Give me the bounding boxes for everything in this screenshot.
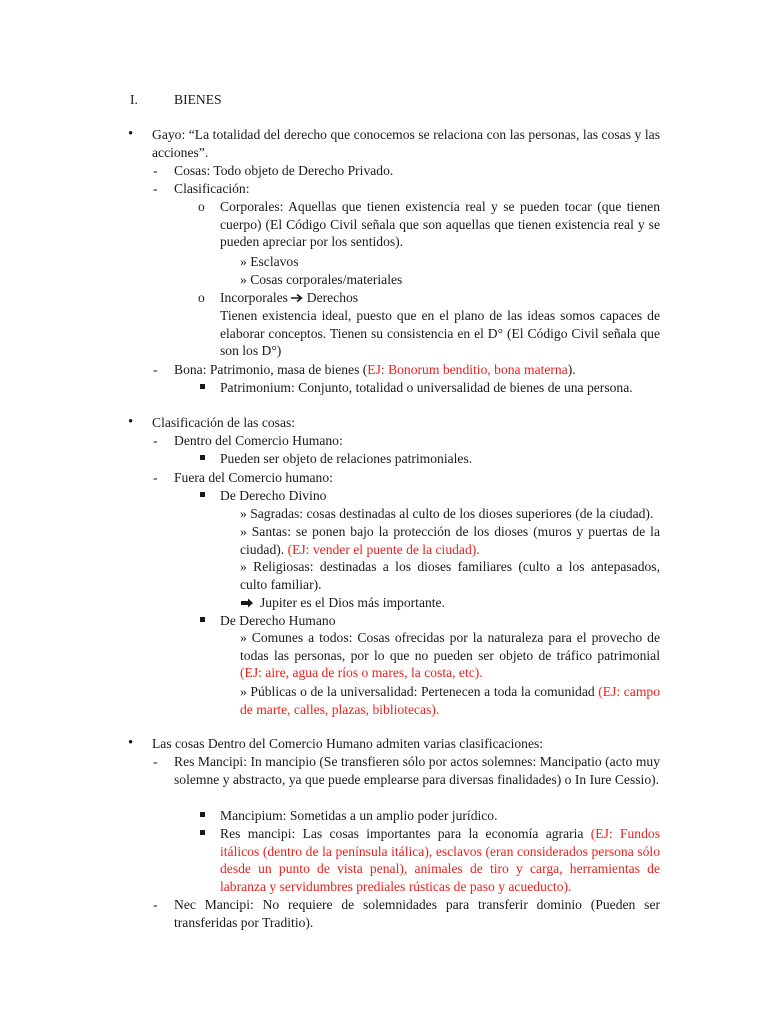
dash-marker: - [153, 362, 158, 377]
publicas-text: » Públicas o de la universalidad: Pertenecen a toda la comunidad [240, 684, 599, 699]
cosas-corporales-item: » Cosas corporales/materiales [240, 272, 403, 287]
dentro-comercio-label: Dentro del Comercio Humano: [174, 433, 343, 448]
publicas-example: (EJ: campo de marte, calles, plazas, bibliotecas). [240, 684, 661, 717]
comunes-line [240, 629, 660, 682]
publicas-line [240, 683, 660, 718]
religiosas-text: » Religiosas: destinadas a los dioses familiares (culto a los antepasados, culto familiar). [240, 559, 660, 592]
res-mancipi-economia-text: Res mancipi: Las cosas importantes para la economía agraria [220, 826, 591, 841]
patrimonium-text: Patrimonium: Conjunto, totalidad o universalidad de bienes de una persona. [220, 380, 633, 395]
arrow-right-icon [240, 598, 254, 608]
jupiter-line [240, 594, 660, 612]
pueden-text: Pueden ser objeto de relaciones patrimoniales. [220, 451, 473, 466]
clasificacion-label: Clasificación: [174, 181, 250, 196]
derecho-humano-label: De Derecho Humano [220, 613, 336, 628]
square-bullet-icon [200, 617, 205, 622]
square-bullet-icon [200, 455, 205, 460]
res-mancipi-example: (EJ: Fundos itálicos (dentro de la península itálica), esclavos (eran considerados persona sólo desde un punto de vista penal), animales de tiro y carga, herramientas de labranza y servidumbres prediales rústicas de paso y acueducto). [220, 826, 660, 895]
section-heading [130, 91, 222, 109]
dentro-clasificaciones-title: Las cosas Dentro del Comercio Humano admiten varias clasificaciones: [152, 736, 544, 751]
dash-marker: - [153, 181, 158, 196]
corporales-text: Corporales: Aquellas que tienen existencia real y se pueden tocar (que tienen cuerpo) (El Código Civil señala que son aquellas que tienen existencia real y se pueden apreciar por los sentidos). [220, 199, 660, 250]
esclavos-item: » Esclavos [240, 254, 299, 269]
nec-mancipi-text: Nec Mancipi: No requiere de solemnidades para transferir dominio (Pueden ser transferidas por Traditio). [174, 897, 660, 930]
square-bullet-icon [200, 830, 205, 835]
bona-line [174, 361, 660, 379]
incorporales-label: Incorporales [220, 290, 288, 305]
square-bullet-icon [200, 812, 205, 817]
incorporales-line [220, 289, 660, 307]
dash-marker: - [153, 163, 158, 178]
santas-example: (EJ: vender el puente de la ciudad). [287, 541, 480, 557]
derechos-label: Derechos [306, 290, 359, 305]
dash-marker: - [153, 470, 158, 485]
arrow-right-icon [291, 293, 303, 303]
dash-marker: - [153, 754, 158, 769]
bullet-marker: • [128, 126, 134, 142]
fuera-comercio-label: Fuera del Comercio humano: [174, 470, 333, 485]
sagradas-text: » Sagradas: cosas destinadas al culto de los dioses superiores (de la ciudad). [240, 506, 654, 521]
comunes-example: (EJ: aire, agua de ríos o mares, la costa, etc). [240, 665, 483, 681]
cosas-definition: Cosas: Todo objeto de Derecho Privado. [174, 163, 394, 178]
heading-numeral: I. [130, 92, 138, 107]
incorporales-description: Tienen existencia ideal, puesto que en el plano de las ideas somos capaces de elaborar conceptos. Tienen su consistencia en el D° (El Código Civil señala que son los D°) [220, 308, 660, 359]
square-bullet-icon [200, 384, 205, 389]
derecho-divino-label: De Derecho Divino [220, 488, 327, 503]
bona-example: EJ: Bonorum benditio, bona materna [367, 362, 568, 377]
dash-marker: - [153, 897, 158, 912]
bullet-marker: • [128, 414, 134, 430]
bullet-marker: • [128, 735, 134, 751]
bona-text: Bona: Patrimonio, masa de bienes ( [174, 362, 368, 377]
mancipium-text: Mancipium: Sometidas a un amplio poder jurídico. [220, 808, 498, 823]
circle-marker: o [198, 290, 205, 305]
res-mancipi-economia-line [220, 825, 660, 896]
santas-text: » Santas: se ponen bajo la protección de los dioses (muros y puertas de la ciudad). [240, 524, 660, 557]
heading-title: BIENES [174, 92, 222, 107]
gayo-quote: Gayo: “La totalidad del derecho que conocemos se relaciona con las personas, las cosas y las acciones”. [152, 127, 660, 160]
comunes-text: » Comunes a todos: Cosas ofrecidas por la naturaleza para el provecho de todas las personas, por lo que no pueden ser objeto de tráfico patrimonial [240, 630, 660, 663]
santas-line [240, 523, 660, 558]
circle-marker: o [198, 199, 205, 214]
res-mancipi-text: Res Mancipi: In mancipio (Se transfieren sólo por actos solemnes: Mancipatio (acto muy solemne y abstracto, ya que puede emplearse para diversas finalidades) o In Iure Cessio). [174, 754, 660, 787]
square-bullet-icon [200, 492, 205, 497]
dash-marker: - [153, 433, 158, 448]
jupiter-text: Jupiter es el Dios más importante. [260, 595, 445, 610]
clasificacion-cosas-title: Clasificación de las cosas: [152, 415, 296, 430]
bona-end: ). [567, 362, 576, 377]
